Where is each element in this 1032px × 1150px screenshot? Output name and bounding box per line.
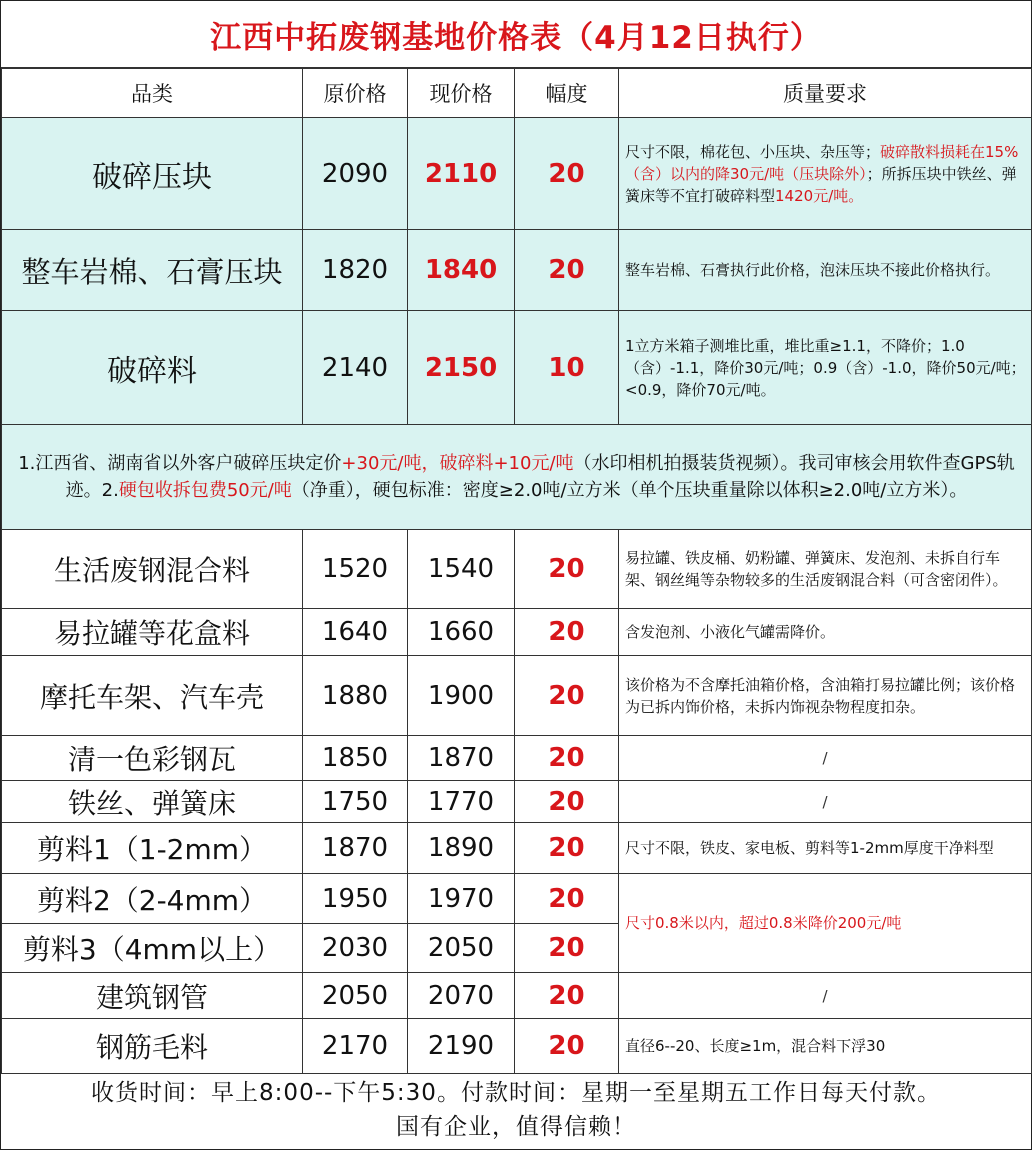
row-original-price: 2170 (303, 1019, 408, 1074)
note-highlight: 破碎散料损耗在15%（含）以内的降30元/吨（压块除外） (625, 142, 1019, 183)
notice-text: （净重），硬包标准：密度≥2.0吨/立方米（单个压块重量除以体积≥2.0吨/立方米）。 (291, 480, 968, 501)
table-row (2, 973, 1032, 1019)
row-category: 建筑钢管 (2, 973, 303, 1019)
row-current-price: 1970 (408, 874, 515, 924)
table-row (2, 609, 1032, 656)
row-current-price: 1540 (408, 530, 515, 609)
pricing-notice (2, 425, 1032, 530)
page-title: 江西中拓废钢基地价格表（4月12日执行） (1, 1, 1031, 68)
row-current-price: 1840 (408, 230, 515, 311)
row-quality-note: / (619, 736, 1032, 781)
row-original-price: 2090 (303, 118, 408, 230)
row-quality-note: / (619, 973, 1032, 1019)
row-category: 铁丝、弹簧床 (2, 781, 303, 823)
notice-text: 1.江西省、湖南省以外客户破碎压块定价 (18, 453, 342, 474)
row-change: 20 (515, 656, 619, 736)
table-row (2, 311, 1032, 425)
row-quality-note: 该价格为不含摩托油箱价格，含油箱打易拉罐比例；该价格为已拆内饰价格，未拆内饰视杂物程度扣杂。 (619, 656, 1032, 736)
row-quality-note: 尺寸不限，铁皮、家电板、剪料等1-2mm厚度干净料型 (619, 823, 1032, 874)
row-original-price: 1880 (303, 656, 408, 736)
notice-highlight: +30元/吨，破碎料+10元/吨 (341, 453, 574, 474)
slogan: 国有企业，值得信赖！ (396, 1114, 636, 1140)
header-category: 品类 (2, 69, 303, 118)
row-change: 20 (515, 230, 619, 311)
row-change: 20 (515, 874, 619, 924)
row-category: 剪料3（4mm以上） (2, 924, 303, 973)
header-original-price: 原价格 (303, 69, 408, 118)
row-category: 易拉罐等花盒料 (2, 609, 303, 656)
table-row (2, 230, 1032, 311)
row-change: 20 (515, 118, 619, 230)
row-change: 20 (515, 530, 619, 609)
note-highlight: 1420元/吨。 (775, 186, 864, 205)
table-row (2, 656, 1032, 736)
row-category: 破碎料 (2, 311, 303, 425)
table-row (2, 530, 1032, 609)
row-quality-note (619, 118, 1032, 230)
row-current-price: 2070 (408, 973, 515, 1019)
row-original-price: 1640 (303, 609, 408, 656)
shear-size-note: 尺寸0.8米以内，超过0.8米降价200元/吨 (619, 874, 1032, 973)
row-change: 20 (515, 973, 619, 1019)
row-category: 生活废钢混合料 (2, 530, 303, 609)
row-current-price: 1890 (408, 823, 515, 874)
row-quality-note: 直径6--20、长度≥1m，混合料下浮30 (619, 1019, 1032, 1074)
row-current-price: 2190 (408, 1019, 515, 1074)
notice-highlight: 硬包收拆包费50元/吨 (118, 480, 292, 501)
receiving-hours: 收货时间：早上8:00--下午5:30。付款时间：星期一至星期五工作日每天付款。 (91, 1080, 941, 1106)
table-row (2, 874, 1032, 924)
row-category: 剪料1（1-2mm） (2, 823, 303, 874)
row-change: 20 (515, 781, 619, 823)
row-original-price: 1520 (303, 530, 408, 609)
row-category: 钢筋毛料 (2, 1019, 303, 1074)
footer (1, 1074, 1031, 1146)
row-quality-note: 整车岩棉、石膏执行此价格，泡沫压块不接此价格执行。 (619, 230, 1032, 311)
row-category: 破碎压块 (2, 118, 303, 230)
row-original-price: 2140 (303, 311, 408, 425)
row-change: 20 (515, 1019, 619, 1074)
row-quality-note: / (619, 781, 1032, 823)
row-current-price: 1870 (408, 736, 515, 781)
row-current-price: 2110 (408, 118, 515, 230)
table-header (2, 69, 1032, 118)
row-change: 20 (515, 609, 619, 656)
notice-row (2, 425, 1032, 530)
table-row (2, 781, 1032, 823)
row-change: 20 (515, 924, 619, 973)
header-quality: 质量要求 (619, 69, 1032, 118)
row-quality-note: 含发泡剂、小液化气罐需降价。 (619, 609, 1032, 656)
table-row (2, 1019, 1032, 1074)
row-current-price: 1770 (408, 781, 515, 823)
row-category: 摩托车架、汽车壳 (2, 656, 303, 736)
notice-text: （水印相机拍摄装货视频）。我司审核会用软件查GPS轨迹。2. (65, 453, 1015, 501)
row-category: 清一色彩钢瓦 (2, 736, 303, 781)
price-table (1, 68, 1032, 1074)
note-text: ；所拆压块中铁丝、弹簧床等不宜打破碎料型 (625, 164, 1017, 205)
table-row (2, 823, 1032, 874)
row-category: 剪料2（2-4mm） (2, 874, 303, 924)
row-change: 20 (515, 823, 619, 874)
row-change: 10 (515, 311, 619, 425)
row-original-price: 2050 (303, 973, 408, 1019)
row-original-price: 1850 (303, 736, 408, 781)
row-original-price: 1820 (303, 230, 408, 311)
table-row (2, 736, 1032, 781)
row-change: 20 (515, 736, 619, 781)
row-current-price: 2050 (408, 924, 515, 973)
row-current-price: 1660 (408, 609, 515, 656)
header-current-price: 现价格 (408, 69, 515, 118)
row-original-price: 1750 (303, 781, 408, 823)
note-text: 尺寸不限，棉花包、小压块、杂压等； (625, 142, 881, 161)
header-change: 幅度 (515, 69, 619, 118)
row-original-price: 2030 (303, 924, 408, 973)
row-current-price: 1900 (408, 656, 515, 736)
row-category: 整车岩棉、石膏压块 (2, 230, 303, 311)
row-original-price: 1870 (303, 823, 408, 874)
row-original-price: 1950 (303, 874, 408, 924)
row-quality-note: 易拉罐、铁皮桶、奶粉罐、弹簧床、发泡剂、未拆自行车架、钢丝绳等杂物较多的生活废钢混合料（可含密闭件）。 (619, 530, 1032, 609)
row-quality-note: 1立方米箱子测堆比重，堆比重≥1.1，不降价；1.0（含）-1.1，降价30元/吨；0.9（含）-1.0，降价50元/吨；<0.9，降价70元/吨。 (619, 311, 1032, 425)
table-row (2, 118, 1032, 230)
row-current-price: 2150 (408, 311, 515, 425)
